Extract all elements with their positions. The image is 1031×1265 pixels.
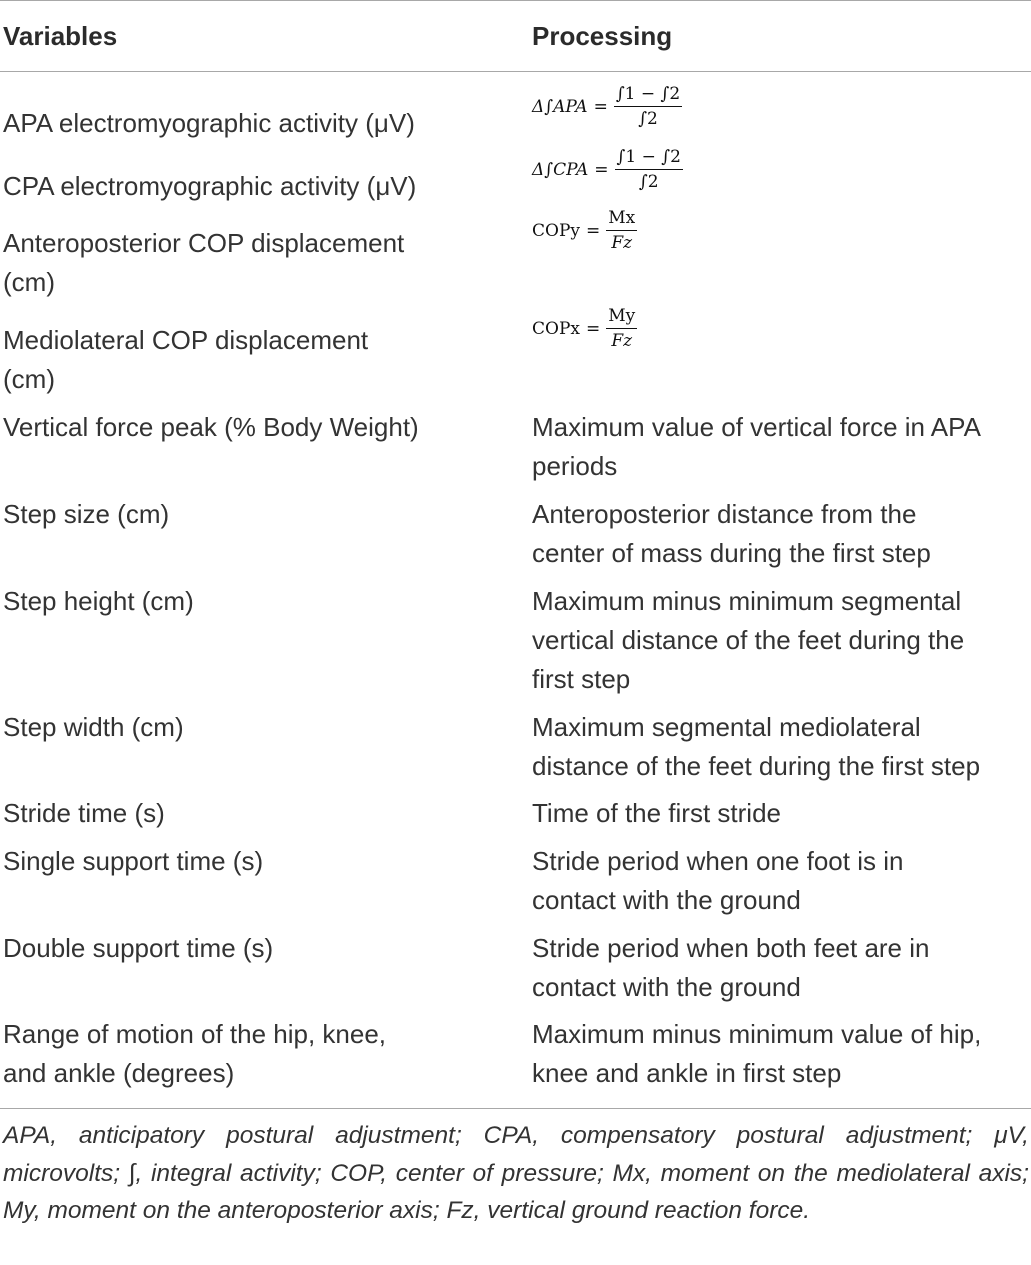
header-processing: Processing — [532, 21, 673, 51]
table-top-rule — [0, 0, 1031, 1]
variable-cell: Vertical force peak (% Body Weight) — [3, 412, 419, 442]
variable-cell: Step size (cm) — [3, 499, 170, 529]
variable-cell: Single support time (s) — [3, 846, 264, 876]
variable-cell: CPA electromyographic activity (μV) — [3, 171, 417, 201]
header-rule — [0, 71, 1031, 72]
processing-cell: Maximum minus minimum value of hip, knee and ankle in first step — [532, 1019, 982, 1088]
processing-cell: Anteroposterior distance from the center of mass during the first step — [532, 499, 931, 568]
variable-cell: APA electromyographic activity (μV) — [3, 108, 415, 138]
table-bottom-rule — [0, 1108, 1031, 1109]
variable-cell: Step height (cm) — [3, 586, 194, 616]
formula-copx: COPx = $\frac{My}{Fz}$ — [532, 306, 636, 351]
formula-cpa: Δ∫CPA = $\frac{\int 1 - \int 2}{\int 2}$ — [532, 147, 681, 192]
processing-cell: Time of the first stride — [532, 798, 781, 828]
variable-cell: Range of motion of the hip, knee, and ankle (degrees) — [3, 1019, 387, 1088]
variable-cell: Double support time (s) — [3, 933, 274, 963]
table-footnote: APA, anticipatory postural adjustment; CPA, compensatory postural adjustment; μV, microvolts; ∫, integral activity; COP, center of pressure; Mx, moment on the mediolateral axis; My, moment on the anteroposterior axis; Fz, vertical ground reaction force. — [3, 1122, 1029, 1224]
variable-cell: Stride time (s) — [3, 798, 165, 828]
processing-cell: Stride period when one foot is in contact with the ground — [532, 846, 904, 915]
formula-apa: Δ∫APA = $\frac{\int 1 - \int 2}{\int 2}$ — [532, 84, 681, 129]
variable-cell: Anteroposterior COP displacement (cm) — [3, 228, 405, 297]
processing-cell: Maximum value of vertical force in APA periods — [532, 412, 981, 481]
processing-cell: Stride period when both feet are in contact with the ground — [532, 933, 930, 1002]
processing-cell: Maximum segmental mediolateral distance of the feet during the first step — [532, 712, 981, 781]
formula-copy: COPy = $\frac{Mx}{Fz}$ — [532, 208, 636, 253]
processing-cell: Maximum minus minimum segmental vertical distance of the feet during the first step — [532, 586, 965, 694]
variable-cell: Step width (cm) — [3, 712, 184, 742]
variable-cell: Mediolateral COP displacement (cm) — [3, 325, 369, 394]
header-variables: Variables — [3, 21, 118, 51]
